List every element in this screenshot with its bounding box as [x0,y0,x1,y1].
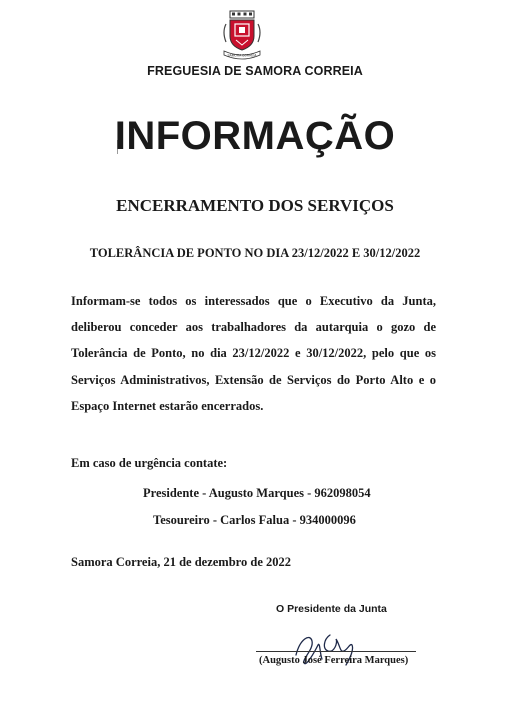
signatory-name: (Augusto José Ferreira Marques) [259,655,409,666]
place-and-date: Samora Correia, 21 de dezembro de 2022 [71,555,291,569]
urgency-label: Em caso de urgência contate: [71,456,228,470]
crest-motto: SAMORA CORREIA [227,53,257,58]
announcement-body: Informam-se todos os interessados que o Executivo da Junta, deliberou conceder aos trabalhadores da autarquia o gozo de Tolerância de Ponto, no dia 23/12/2022 e 30/12/2022, pelo que os Serviços Administrativos, Extensão de Serviços do Porto Alto e o Espaço Internet estarão encerrados. [71,294,436,413]
contact-president: Presidente - Augusto Marques - 962098054 [143,486,371,500]
page-title: INFORMAÇÃO [114,114,396,158]
document-subheading: ENCERRAMENTO DOS SERVIÇOS [116,196,394,215]
coat-of-arms-logo [218,10,266,60]
signatory-title: O Presidente da Junta [276,603,387,615]
contact-treasurer: Tesoureiro - Carlos Falua - 934000096 [153,513,356,527]
signature-line [256,651,416,652]
tolerance-line: TOLERÂNCIA DE PONTO NO DIA 23/12/2022 E 30/12/2022 [89,246,421,260]
parish-name: FREGUESIA DE SAMORA CORREIA [147,64,363,78]
